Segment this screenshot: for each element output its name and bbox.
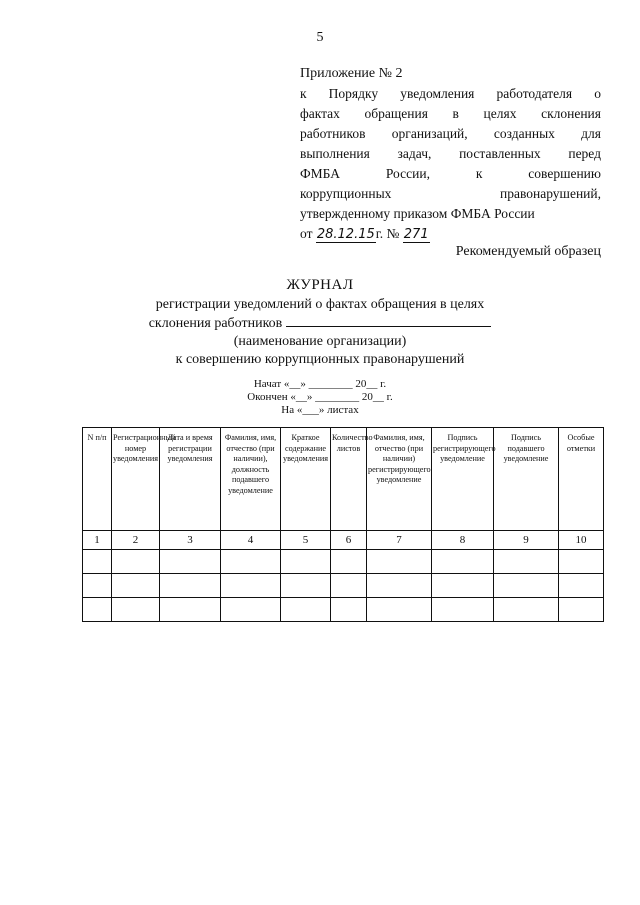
journal-line: к совершению коррупционных правонарушений [175, 352, 465, 367]
table-empty-cell [367, 574, 432, 598]
table-empty-cell [559, 598, 604, 622]
table-empty-cell [331, 550, 367, 574]
table-number-cell: 4 [221, 531, 281, 550]
table-empty-cell [559, 574, 604, 598]
table-empty-cell [221, 550, 281, 574]
table-header-cell: N п/п [83, 428, 112, 531]
table-header-cell: Регистрационный номер уведомления [112, 428, 160, 531]
table-empty-row [83, 550, 604, 574]
table-header-cell: Краткое содержание уведомления [281, 428, 331, 531]
table-empty-cell [221, 574, 281, 598]
period-block [0, 378, 640, 417]
table-empty-cell [432, 598, 494, 622]
order-number-handwritten: 271 [403, 227, 429, 242]
table-header-cell: Количество листов [331, 428, 367, 531]
table-number-cell: 1 [83, 531, 112, 550]
journal-line-with-blank [0, 314, 640, 333]
appendix-line: к Порядку уведомления работодателя о [300, 86, 601, 101]
period-sheets: На «___» листах [281, 404, 359, 416]
table-empty-cell [83, 574, 112, 598]
table-empty-cell [494, 550, 559, 574]
table-number-cell: 6 [331, 531, 367, 550]
table-empty-cell [494, 574, 559, 598]
appendix-line: ФМБА России, к совершению [300, 166, 601, 181]
appendix-line: работников организаций, созданных для [300, 126, 601, 141]
table-header-cell: Особые отметки [559, 428, 604, 531]
period-ended: Окончен «__» ________ 20__ г. [247, 391, 393, 403]
table-number-cell: 8 [432, 531, 494, 550]
table-empty-rows [83, 550, 604, 622]
recommended-sample-label: Рекомендуемый образец [455, 244, 601, 259]
table-empty-cell [221, 598, 281, 622]
table-empty-cell [367, 598, 432, 622]
table-header-row [83, 428, 604, 531]
journal-line: регистрации уведомлений о фактах обращения в целях [155, 297, 485, 312]
table-empty-cell [331, 574, 367, 598]
table-empty-cell [160, 574, 221, 598]
table-empty-cell [559, 550, 604, 574]
table-empty-cell [112, 598, 160, 622]
appendix-line: фактах обращения в целях склонения [300, 106, 601, 121]
table-empty-cell [432, 574, 494, 598]
order-reference [300, 224, 601, 244]
organization-blank-line [286, 314, 491, 327]
table-number-cell: 7 [367, 531, 432, 550]
appendix-line: выполнения задач, поставленных перед [300, 146, 601, 161]
table-number-cell: 3 [160, 531, 221, 550]
table-empty-cell [160, 598, 221, 622]
table-header-cell: Дата и время регистрации уведомления [160, 428, 221, 531]
table-number-row [83, 531, 604, 550]
table-number-cell: 10 [559, 531, 604, 550]
appendix-line: утвержденному приказом ФМБА России [300, 206, 535, 221]
table-empty-cell [112, 574, 160, 598]
table-empty-cell [83, 550, 112, 574]
appendix-title: Приложение № 2 [300, 66, 403, 81]
journal-title-block [0, 276, 640, 369]
register-table [82, 427, 604, 622]
table-empty-cell [112, 550, 160, 574]
table-empty-cell [432, 550, 494, 574]
table-empty-cell [494, 598, 559, 622]
table-empty-cell [331, 598, 367, 622]
order-prefix: от [300, 226, 313, 241]
table-empty-row [83, 574, 604, 598]
appendix-line: коррупционных правонарушений, [300, 186, 601, 201]
table-empty-cell [281, 574, 331, 598]
table-header-cell: Фамилия, имя, отчество (при наличии) регистрирующего уведомление [367, 428, 432, 531]
table-number-cell: 2 [112, 531, 160, 550]
table-empty-cell [83, 598, 112, 622]
table-header-cell: Подпись регистрирующего уведомление [432, 428, 494, 531]
table-header-cell: Подпись подавшего уведомление [494, 428, 559, 531]
journal-line: (наименование организации) [233, 334, 407, 349]
table-number-cell: 5 [281, 531, 331, 550]
table-number-cell: 9 [494, 531, 559, 550]
journal-line: склонения работников [148, 316, 283, 331]
table-header-cell: Фамилия, имя, отчество (при наличии), должность подавшего уведомление [221, 428, 281, 531]
order-date-handwritten: 28.12.15 [316, 227, 375, 242]
page-number: 5 [316, 30, 324, 45]
journal-heading: ЖУРНАЛ [286, 277, 354, 293]
order-year-suffix: г. № [375, 226, 400, 241]
period-started: Начат «__» ________ 20__ г. [253, 378, 387, 390]
table-empty-cell [281, 598, 331, 622]
table-empty-cell [367, 550, 432, 574]
table-empty-cell [160, 550, 221, 574]
table-empty-cell [281, 550, 331, 574]
table-empty-row [83, 598, 604, 622]
appendix-block [300, 64, 601, 244]
